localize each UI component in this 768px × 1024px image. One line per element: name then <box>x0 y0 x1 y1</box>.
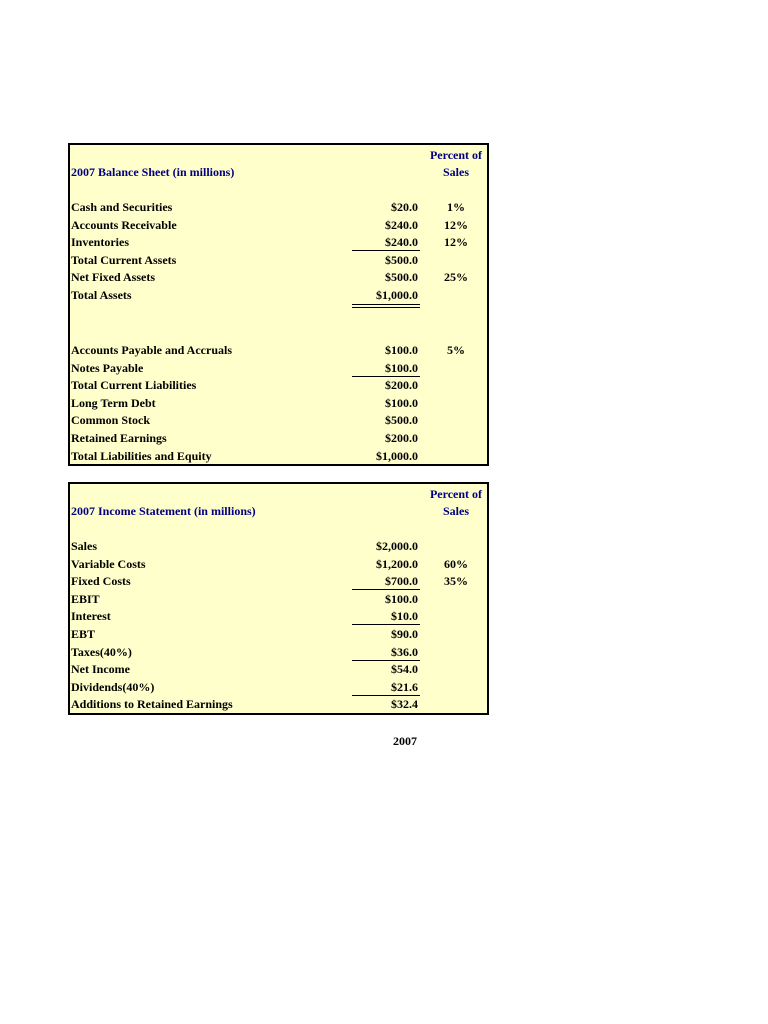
row-amount: $500.0 <box>385 270 418 285</box>
table-row <box>70 555 487 573</box>
table-row <box>70 678 487 696</box>
table-row <box>70 394 487 412</box>
table-row <box>70 376 487 394</box>
row-label: Notes Payable <box>71 360 144 375</box>
row-amount: $100.0 <box>385 343 418 357</box>
row-label: Net Fixed Assets <box>71 270 155 285</box>
row-amount: $100.0 <box>385 591 418 606</box>
income-statement-panel <box>68 482 489 715</box>
table-row <box>70 411 487 429</box>
percent-header-line2: Sales <box>442 165 469 179</box>
table-row <box>70 286 487 304</box>
row-amount: $1,000.0 <box>376 288 418 302</box>
table-row <box>70 695 487 713</box>
income-statement-percent-header <box>426 486 486 520</box>
double-underline-rule <box>352 304 420 308</box>
percent-header-line1: Percent of <box>429 487 483 501</box>
table-row <box>70 537 487 555</box>
row-amount: $500.0 <box>385 413 418 428</box>
row-amount: $2,000.0 <box>376 539 418 553</box>
balance-sheet-panel <box>68 143 489 466</box>
table-row <box>70 643 487 661</box>
row-amount: $54.0 <box>391 662 418 677</box>
row-amount: $700.0 <box>385 574 418 589</box>
table-row <box>70 268 487 286</box>
row-label: Accounts Payable and Accruals <box>71 343 233 357</box>
row-label: EBIT <box>71 591 100 606</box>
row-amount: $21.6 <box>391 679 418 694</box>
row-amount: $10.0 <box>391 609 418 624</box>
table-row <box>70 607 487 625</box>
row-label: Interest <box>71 609 111 624</box>
table-row <box>70 572 487 590</box>
row-amount: $1,200.0 <box>376 556 418 571</box>
row-label: Retained Earnings <box>71 431 167 445</box>
row-label: Inventories <box>71 235 129 250</box>
row-amount: $36.0 <box>391 644 418 659</box>
row-amount: $1,000.0 <box>376 448 418 463</box>
table-row <box>70 359 487 377</box>
row-percent: 12% <box>444 235 468 250</box>
row-amount: $200.0 <box>385 431 418 445</box>
row-percent: 60% <box>444 556 468 571</box>
row-amount: $100.0 <box>385 395 418 410</box>
row-amount: $500.0 <box>385 252 418 267</box>
row-label: Total Current Liabilities <box>71 378 197 393</box>
table-row <box>70 233 487 251</box>
income-statement-title: 2007 Income Statement (in millions) <box>71 504 256 518</box>
row-label: Variable Costs <box>71 556 146 571</box>
row-percent: 12% <box>444 217 468 232</box>
row-amount: $100.0 <box>385 360 418 375</box>
row-amount: $20.0 <box>391 200 418 214</box>
row-label: Fixed Costs <box>71 574 131 589</box>
row-label: Sales <box>71 539 98 553</box>
table-row <box>70 429 487 447</box>
row-label: Net Income <box>71 662 130 677</box>
table-row <box>70 198 487 216</box>
row-amount: $240.0 <box>385 235 418 250</box>
table-row <box>70 216 487 234</box>
row-label: Common Stock <box>71 413 151 428</box>
row-percent: 1% <box>447 200 465 214</box>
table-row <box>70 590 487 608</box>
row-label: Cash and Securities <box>71 200 173 214</box>
row-label: Long Term Debt <box>71 395 156 410</box>
percent-header-line1: Percent of <box>429 148 483 162</box>
table-row <box>70 447 487 465</box>
row-label: Dividends(40%) <box>71 679 155 694</box>
row-amount: $240.0 <box>385 217 418 232</box>
row-label: Total Assets <box>71 288 132 302</box>
row-label: Additions to Retained Earnings <box>71 697 233 712</box>
row-percent: 25% <box>444 270 468 285</box>
table-row <box>70 660 487 678</box>
row-label: Total Liabilities and Equity <box>71 448 212 463</box>
row-label: Total Current Assets <box>71 252 177 267</box>
row-percent: 35% <box>444 574 468 589</box>
row-label: EBT <box>71 627 96 641</box>
table-row <box>70 341 487 359</box>
table-row <box>70 251 487 269</box>
percent-header-line2: Sales <box>442 504 469 518</box>
table-row <box>70 625 487 643</box>
row-label: Accounts Receivable <box>71 217 177 232</box>
row-label: Taxes(40%) <box>71 644 132 659</box>
balance-sheet-title: 2007 Balance Sheet (in millions) <box>71 165 235 179</box>
row-amount: $200.0 <box>385 378 418 393</box>
row-percent: 5% <box>447 343 465 357</box>
balance-sheet-percent-header <box>426 147 486 181</box>
row-amount: $32.4 <box>391 697 418 712</box>
row-amount: $90.0 <box>391 627 418 641</box>
footer-year: 2007 <box>393 734 417 748</box>
